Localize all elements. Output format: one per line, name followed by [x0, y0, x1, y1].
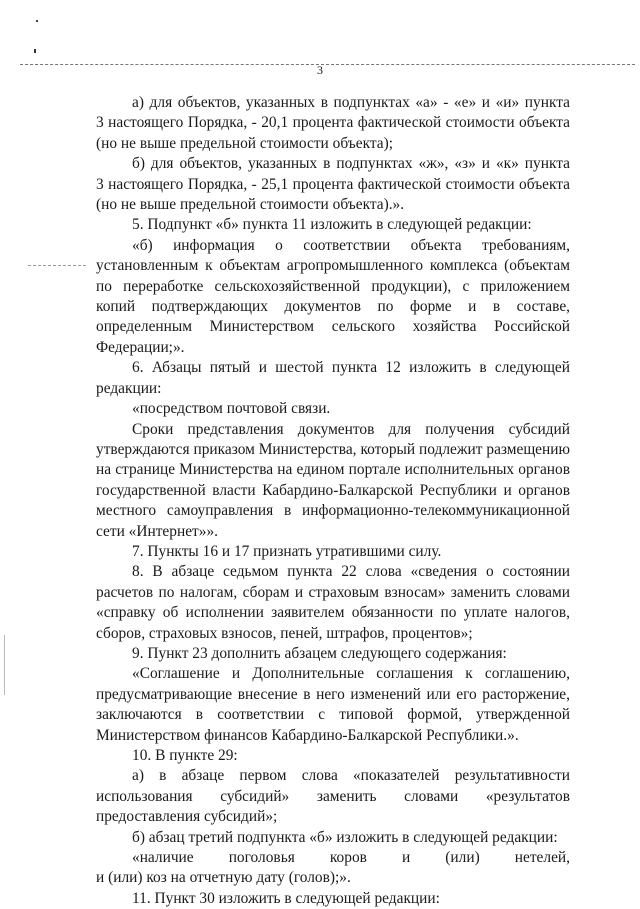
text-line: б) абзац третий подпункта «б» изложить в следующей редакции: [132, 828, 558, 846]
text-line: утверждаются приказом Министерства, который подлежит размещению [96, 440, 570, 458]
text-line: сети «Интернет»». [96, 522, 218, 540]
text-line: расчетов по налогам, сборам и страховым взносам» заменить словами [96, 583, 570, 601]
text-line: на странице Министерства на едином портале исполнительных органов [96, 461, 570, 479]
text-line: копий подтверждающих документов по форме и в составе, [96, 298, 570, 316]
page-number: 3 [317, 63, 323, 77]
text-line: 8. В абзаце седьмом пункта 22 слова «сведения о состоянии [132, 563, 570, 581]
text-line: местного самоуправления в информационно-телекоммуникационной [96, 502, 570, 520]
scan-speck [34, 49, 36, 53]
text-line: а) в абзаце первом слова «показателей результативности [132, 767, 570, 785]
document-body [96, 93, 570, 909]
text-line: 7. Пункты 16 и 17 признать утратившими силу. [132, 542, 442, 560]
text-line: по переработке сельскохозяйственной продукции), с приложением [96, 277, 570, 295]
text-line: использования субсидий» заменить словами «результатов [96, 787, 570, 805]
text-line: государственной власти Кабардино-Балкарской Республики и органов [96, 481, 570, 499]
text-line: 3 настоящего Порядка, - 20,1 процента фактической стоимости объекта [96, 114, 570, 132]
text-line: установленным к объектам агропромышленного комплекса (объектам [96, 257, 570, 275]
text-line: предоставления субсидий»; [96, 808, 278, 826]
text-line: 3 настоящего Порядка, - 25,1 процента фактической стоимости объекта [96, 175, 570, 193]
text-line: «б) информация о соответствии объекта требованиям, [132, 236, 570, 254]
text-line: «справку об исполнении заявителем обязанности по уплате налогов, [96, 604, 570, 622]
text-line: и (или) коз на отчетную дату (голов);». [96, 869, 351, 887]
scan-speck [36, 20, 38, 22]
text-line: сборов, страховых взносов, пеней, штрафов, процентов»; [96, 624, 473, 642]
scan-edge-mark [4, 635, 5, 695]
text-line: (но не выше предельной стоимости объекта).». [96, 196, 405, 214]
text-line: редакции: [96, 379, 162, 397]
text-line: 10. В пункте 29: [132, 747, 238, 764]
text-line: а) для объектов, указанных в подпунктах «а» - «е» и «и» пункта [132, 94, 570, 111]
text-line: «наличие поголовья коров и (или) нетелей, [132, 849, 570, 867]
text-line: 9. Пункт 23 дополнить абзацем следующего содержания: [132, 644, 507, 662]
text-line: определенным Министерством сельского хозяйства Российской [96, 318, 570, 336]
text-line: Министерством финансов Кабардино-Балкарской Республики.». [96, 726, 519, 744]
text-line: Федерации;». [96, 338, 185, 356]
text-line: «Соглашение и Дополнительные соглашения к соглашению, [132, 665, 570, 683]
text-line: Сроки представления документов для получения субсидий [132, 420, 570, 438]
margin-mark [28, 265, 86, 266]
text-line: 6. Абзацы пятый и шестой пункта 12 изложить в следующей [132, 359, 570, 377]
text-line: 11. Пункт 30 изложить в следующей редакции: [132, 889, 440, 907]
text-line: «посредством почтовой связи. [132, 400, 331, 418]
text-line: предусматривающие внесение в него изменений или его расторжение, [96, 685, 570, 703]
text-line: 5. Подпункт «б» пункта 11 изложить в следующей редакции: [132, 216, 532, 234]
text-line: (но не выше предельной стоимости объекта); [96, 134, 393, 152]
text-line: заключаются в соответствии с типовой формой, утвержденной [96, 706, 570, 724]
text-line: б) для объектов, указанных в подпунктах «ж», «з» и «к» пункта [132, 155, 570, 173]
